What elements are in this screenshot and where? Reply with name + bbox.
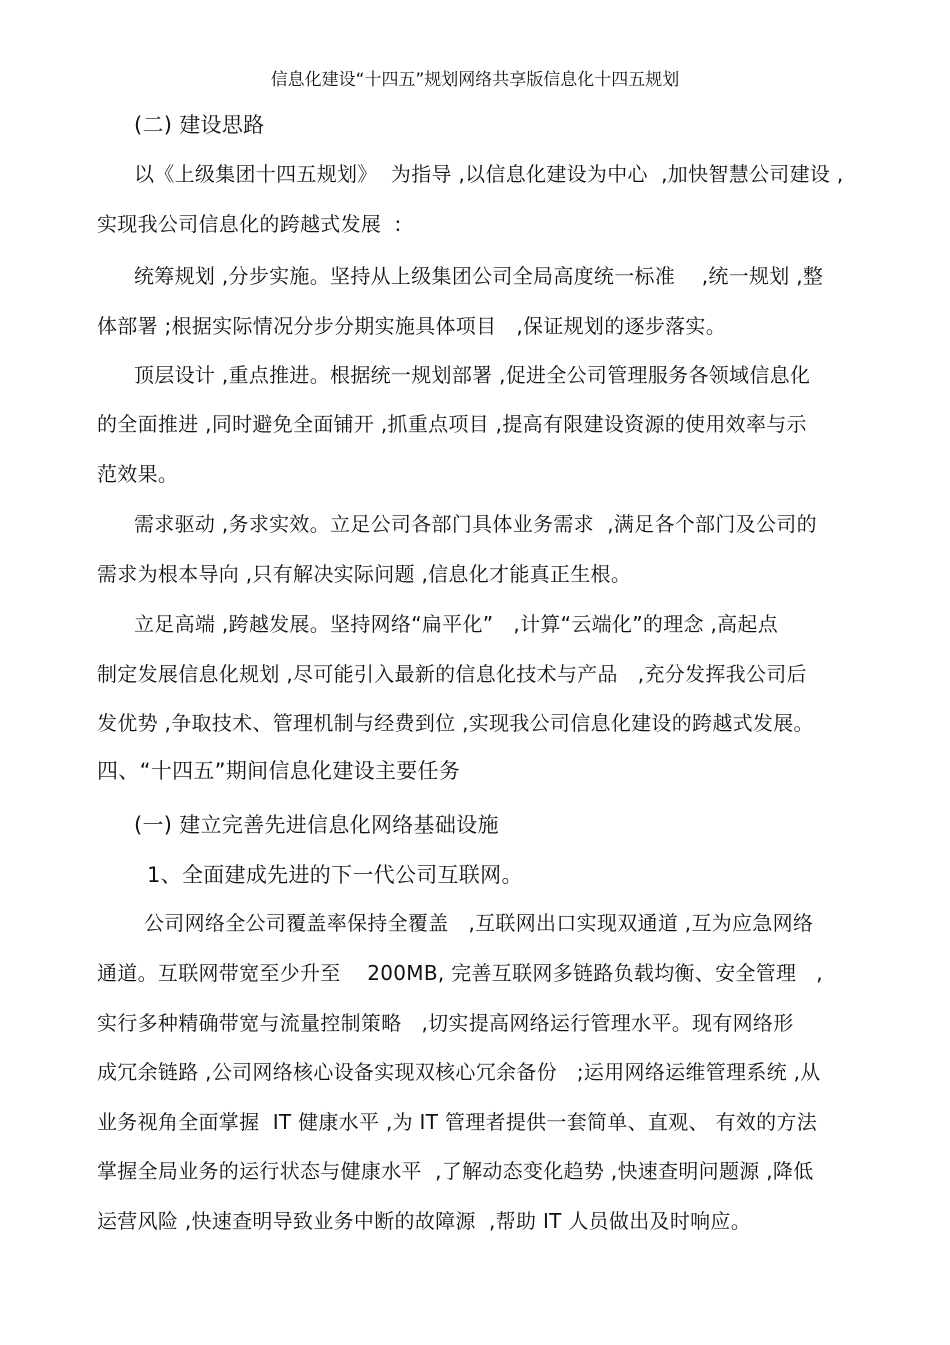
paragraph-line: 统筹规划 ,分步实施。坚持从上级集团公司全局高度统一标准 ,统一规划 ,整 bbox=[134, 264, 824, 288]
paragraph-line: 以《上级集团十四五规划》 为指导 ,以信息化建设为中心 ,加快智慧公司建设 , bbox=[134, 162, 844, 186]
paragraph-line: 立足高端 ,跨越发展。坚持网络“扁平化” ,计算“云端化”的理念 ,高起点 bbox=[134, 612, 779, 636]
section-heading-4: 四、“十四五”期间信息化建设主要任务 bbox=[97, 759, 461, 783]
paragraph-line: 运营风险 ,快速查明导致业务中断的故障源 ,帮助 IT 人员做出及时响应。 bbox=[97, 1209, 752, 1233]
paragraph-line: 通道。互联网带宽至少升至 200MB, 完善互联网多链路负载均衡、安全管理 , bbox=[97, 961, 823, 985]
item-heading-1: 1、全面建成先进的下一代公司互联网。 bbox=[147, 863, 523, 887]
paragraph-line: 实行多种精确带宽与流量控制策略 ,切实提高网络运行管理水平。现有网络形 bbox=[97, 1011, 794, 1035]
paragraph-line: 范效果。 bbox=[97, 462, 179, 486]
paragraph-line: 成冗余链路 ,公司网络核心设备实现双核心冗余备份 ;运用网络运维管理系统 ,从 bbox=[97, 1060, 821, 1084]
paragraph-line: 实现我公司信息化的跨越式发展 : bbox=[97, 212, 402, 236]
page-header: 信息化建设“十四五”规划网络共享版信息化十四五规划 bbox=[270, 70, 680, 90]
paragraph-line: 体部署 ;根据实际情况分步分期实施具体项目 ,保证规划的逐步落实。 bbox=[97, 314, 727, 338]
paragraph-line: 业务视角全面掌握 IT 健康水平 ,为 IT 管理者提供一套简单、直观、 有效的方法 bbox=[97, 1110, 817, 1134]
paragraph-line: 需求驱动 ,务求实效。立足公司各部门具体业务需求 ,满足各个部门及公司的 bbox=[134, 512, 817, 536]
paragraph-line: 需求为根本导向 ,只有解决实际问题 ,信息化才能真正生根。 bbox=[97, 562, 632, 586]
paragraph-line: 顶层设计 ,重点推进。根据统一规划部署 ,促进全公司管理服务各领域信息化 bbox=[134, 363, 811, 387]
subsection-heading-1: (一) 建立完善先进信息化网络基础设施 bbox=[134, 813, 499, 837]
paragraph-line: 的全面推进 ,同时避免全面铺开 ,抓重点项目 ,提高有限建设资源的使用效率与示 bbox=[97, 412, 807, 436]
paragraph-line: 掌握全局业务的运行状态与健康水平 ,了解动态变化趋势 ,快速查明问题源 ,降低 bbox=[97, 1159, 814, 1183]
section-heading-2: (二) 建设思路 bbox=[134, 113, 265, 137]
paragraph-line: 发优势 ,争取技术、管理机制与经费到位 ,实现我公司信息化建设的跨越式发展。 bbox=[97, 711, 814, 735]
paragraph-line: 公司网络全公司覆盖率保持全覆盖 ,互联网出口实现双通道 ,互为应急网络 bbox=[144, 911, 814, 935]
paragraph-line: 制定发展信息化规划 ,尽可能引入最新的信息化技术与产品 ,充分发挥我公司后 bbox=[97, 662, 807, 686]
